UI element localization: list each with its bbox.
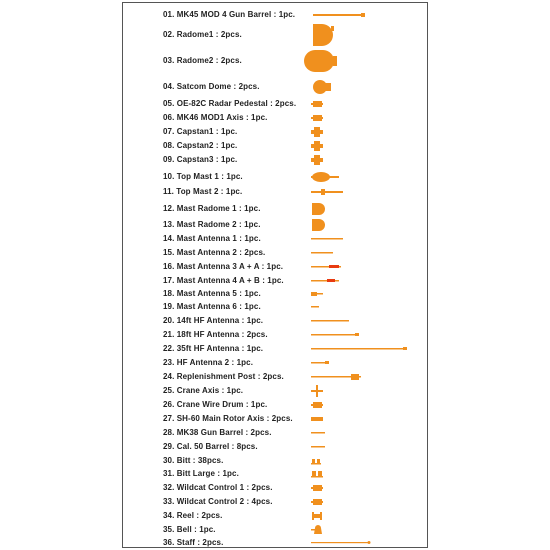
antenna-icon bbox=[311, 288, 421, 300]
part-row bbox=[163, 203, 425, 215]
part-row bbox=[163, 468, 425, 480]
antenna-icon bbox=[311, 247, 421, 259]
parts-sheet bbox=[122, 2, 428, 548]
part-label: 21. 18ft HF Antenna : 2pcs. bbox=[163, 330, 268, 339]
part-label: 35. Bell : 1pc. bbox=[163, 525, 216, 534]
part-row bbox=[163, 275, 425, 287]
part-label: 25. Crane Axis : 1pc. bbox=[163, 386, 244, 395]
part-label: 23. HF Antenna 2 : 1pc. bbox=[163, 358, 254, 367]
part-row bbox=[163, 524, 425, 536]
mast-icon bbox=[311, 186, 421, 198]
part-label: 01. MK45 MOD 4 Gun Barrel : 1pc. bbox=[163, 10, 296, 19]
part-row bbox=[163, 186, 425, 198]
antenna-icon bbox=[311, 315, 421, 327]
part-row bbox=[163, 385, 425, 397]
axis-icon bbox=[311, 112, 421, 124]
part-row bbox=[163, 315, 425, 327]
reel-icon bbox=[311, 510, 421, 522]
part-row bbox=[163, 399, 425, 411]
crane-axis-icon bbox=[311, 385, 421, 397]
part-label: 15. Mast Antenna 2 : 2pcs. bbox=[163, 248, 266, 257]
part-row bbox=[163, 126, 425, 138]
part-row bbox=[163, 455, 425, 467]
part-row bbox=[163, 441, 425, 453]
part-row bbox=[163, 537, 425, 549]
part-label: 14. Mast Antenna 1 : 1pc. bbox=[163, 234, 261, 243]
part-row bbox=[163, 219, 425, 231]
part-label: 32. Wildcat Control 1 : 2pcs. bbox=[163, 483, 273, 492]
capstan-icon bbox=[311, 126, 421, 138]
part-row bbox=[163, 55, 425, 67]
part-label: 24. Replenishment Post : 2pcs. bbox=[163, 372, 284, 381]
part-row bbox=[163, 371, 425, 383]
part-row bbox=[163, 154, 425, 166]
bitt-icon bbox=[311, 468, 421, 480]
radome-icon bbox=[311, 50, 421, 72]
part-label: 26. Crane Wire Drum : 1pc. bbox=[163, 400, 268, 409]
part-label: 11. Top Mast 2 : 1pc. bbox=[163, 187, 243, 196]
rotor-axis-icon bbox=[311, 413, 421, 425]
radome-icon bbox=[311, 218, 421, 232]
part-label: 09. Capstan3 : 1pc. bbox=[163, 155, 238, 164]
bitt-icon bbox=[311, 455, 421, 467]
part-label: 10. Top Mast 1 : 1pc. bbox=[163, 172, 243, 181]
antenna-icon bbox=[311, 261, 421, 273]
gun-barrel-icon bbox=[311, 441, 421, 453]
part-label: 28. MK38 Gun Barrel : 2pcs. bbox=[163, 428, 272, 437]
part-label: 31. Bitt Large : 1pc. bbox=[163, 469, 239, 478]
part-row bbox=[163, 482, 425, 494]
part-row bbox=[163, 233, 425, 245]
pedestal-icon bbox=[311, 98, 421, 110]
capstan-icon bbox=[311, 154, 421, 166]
bell-icon bbox=[311, 524, 421, 536]
part-label: 03. Radome2 : 2pcs. bbox=[163, 56, 242, 65]
part-label: 27. SH-60 Main Rotor Axis : 2pcs. bbox=[163, 414, 293, 423]
part-label: 18. Mast Antenna 5 : 1pc. bbox=[163, 289, 261, 298]
capstan-icon bbox=[311, 140, 421, 152]
part-row bbox=[163, 496, 425, 508]
part-row bbox=[163, 171, 425, 183]
part-label: 29. Cal. 50 Barrel : 8pcs. bbox=[163, 442, 258, 451]
part-row bbox=[163, 247, 425, 259]
drum-icon bbox=[311, 399, 421, 411]
part-row bbox=[163, 510, 425, 522]
antenna-icon bbox=[311, 357, 421, 369]
part-label: 13. Mast Radome 2 : 1pc. bbox=[163, 220, 261, 229]
antenna-icon bbox=[311, 329, 421, 341]
part-row bbox=[163, 261, 425, 273]
part-row bbox=[163, 140, 425, 152]
part-row bbox=[163, 81, 425, 93]
mast-icon bbox=[311, 170, 421, 184]
part-label: 20. 14ft HF Antenna : 1pc. bbox=[163, 316, 264, 325]
part-row bbox=[163, 112, 425, 124]
part-label: 08. Capstan2 : 1pc. bbox=[163, 141, 238, 150]
post-icon bbox=[311, 371, 421, 383]
radome-icon bbox=[311, 202, 421, 216]
part-label: 16. Mast Antenna 3 A + A : 1pc. bbox=[163, 262, 284, 271]
control-icon bbox=[311, 482, 421, 494]
part-label: 04. Satcom Dome : 2pcs. bbox=[163, 82, 260, 91]
part-label: 02. Radome1 : 2pcs. bbox=[163, 30, 242, 39]
part-row bbox=[163, 329, 425, 341]
part-row bbox=[163, 301, 425, 313]
part-row bbox=[163, 29, 425, 41]
part-row bbox=[163, 98, 425, 110]
antenna-icon bbox=[311, 275, 421, 287]
antenna-icon bbox=[311, 233, 421, 245]
part-label: 07. Capstan1 : 1pc. bbox=[163, 127, 238, 136]
dome-icon bbox=[311, 79, 421, 95]
part-row bbox=[163, 288, 425, 300]
staff-icon bbox=[311, 537, 421, 549]
part-row bbox=[163, 413, 425, 425]
part-label: 17. Mast Antenna 4 A + B : 1pc. bbox=[163, 276, 284, 285]
radome-icon bbox=[311, 24, 421, 46]
part-label: 22. 35ft HF Antenna : 1pc. bbox=[163, 344, 264, 353]
gun-barrel-icon bbox=[311, 427, 421, 439]
gun-barrel-icon bbox=[311, 9, 421, 21]
part-row bbox=[163, 9, 425, 21]
part-label: 12. Mast Radome 1 : 1pc. bbox=[163, 204, 261, 213]
part-label: 36. Staff : 2pcs. bbox=[163, 538, 224, 547]
control-icon bbox=[311, 496, 421, 508]
part-row bbox=[163, 343, 425, 355]
part-label: 34. Reel : 2pcs. bbox=[163, 511, 223, 520]
part-label: 33. Wildcat Control 2 : 4pcs. bbox=[163, 497, 273, 506]
part-label: 19. Mast Antenna 6 : 1pc. bbox=[163, 302, 261, 311]
antenna-icon bbox=[311, 343, 421, 355]
part-row bbox=[163, 357, 425, 369]
antenna-icon bbox=[311, 301, 421, 313]
part-label: 30. Bitt : 38pcs. bbox=[163, 456, 224, 465]
part-label: 05. OE-82C Radar Pedestal : 2pcs. bbox=[163, 99, 297, 108]
part-row bbox=[163, 427, 425, 439]
part-label: 06. MK46 MOD1 Axis : 1pc. bbox=[163, 113, 268, 122]
